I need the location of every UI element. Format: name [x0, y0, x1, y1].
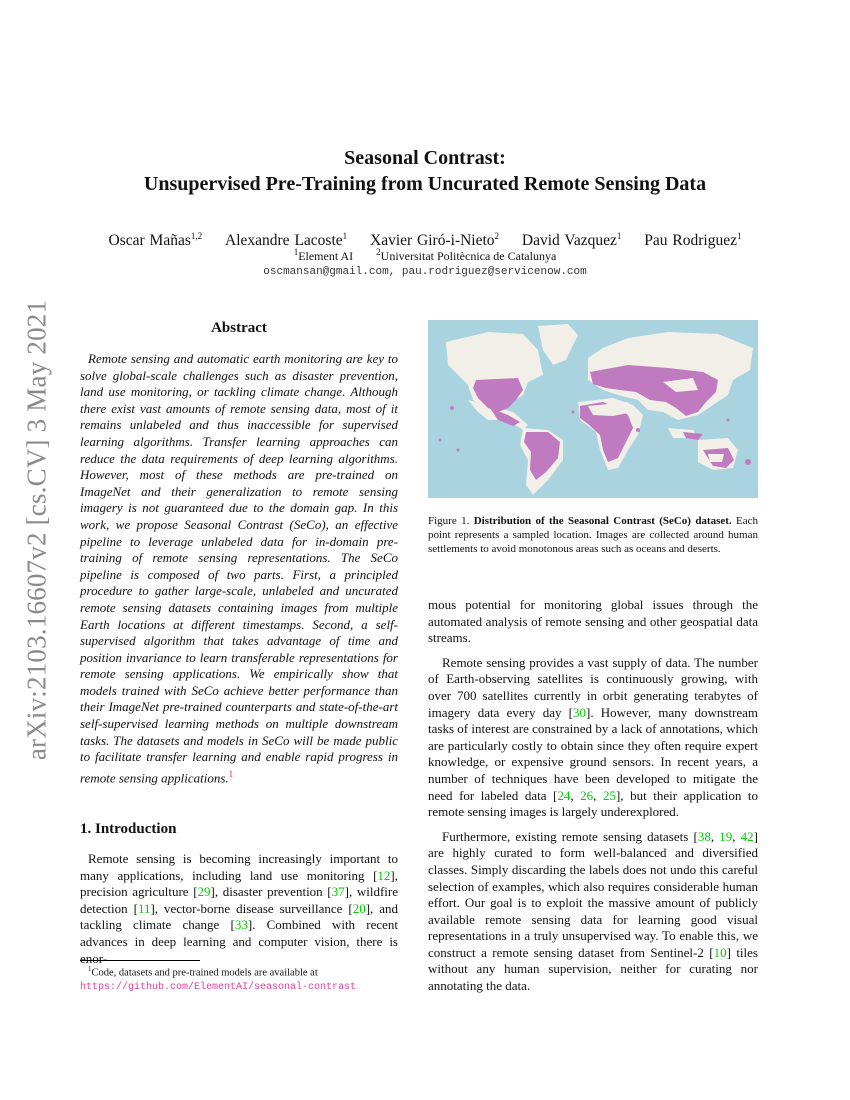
text-run: ] are highly curated to form well-balanced and diversified classes. Simply discarding the labels does not undo this careful selection of examples, which also requires considerable human effort. Our goal is to exploit the massive amount of publicly available remote sensing data for learning good visual representations in a truly unsupervised way. To enable this, we construct a remote sensing dataset from Sentinel-2 [ [428, 828, 758, 960]
affiliation-name: Element AI [298, 249, 354, 263]
text-run: ]. Combined with recent advances in deep learning and computer vision, there is enor- [80, 917, 398, 966]
title-line-2: Unsupervised Pre-Training from Uncurated Remote Sensing Data [143, 173, 707, 195]
figure-label: Figure 1. [428, 515, 470, 527]
figure-caption-text: Each point represents a sampled location. Images are collected around human settlements to avoid monotonous areas such as oceans and deserts. [428, 515, 759, 555]
code-repository-link[interactable]: https://github.com/ElementAI/seasonal-contrast [80, 981, 357, 993]
text-run: Furthermore, existing remote sensing datasets [ [442, 828, 698, 844]
figure-1-world-map [428, 320, 758, 498]
arxiv-identifier-stamp [12, 290, 62, 770]
author-emails: oscmansan@gmail.com, pau.rodriguez@servicenow.com [263, 266, 587, 278]
affiliation [294, 249, 353, 263]
footnote-number: 1 [88, 965, 92, 973]
author-affiliation-mark: 1 [342, 231, 348, 241]
affiliation [376, 249, 556, 263]
footnote [80, 963, 398, 994]
text-run: ], disaster prevention [ [210, 884, 332, 900]
author-affiliation-mark: 2 [494, 231, 500, 241]
author-name: Pau Rodriguez [644, 232, 737, 250]
author-affiliation-mark: 1 [616, 231, 622, 241]
author-name: Alexandre Lacoste [225, 232, 343, 250]
citation-link[interactable]: 30 [573, 704, 587, 720]
figure-1-caption [428, 514, 758, 556]
citation-link[interactable]: 24 [557, 787, 571, 803]
author-affiliation-mark: 1 [736, 231, 742, 241]
introduction-paragraph [80, 851, 398, 967]
paper-title [0, 145, 850, 197]
title-line-1: Seasonal Contrast: [344, 147, 506, 169]
citation-link[interactable]: 10 [713, 944, 727, 960]
figure-caption-title: Distribution of the Seasonal Contrast (SeCo) dataset. [473, 515, 732, 527]
citation-link[interactable]: 20 [352, 900, 366, 916]
citation-link[interactable]: 12 [377, 867, 391, 883]
text-run: ]. However, many downstream tasks of interest are constrained by a lack of annotations, which are particularly costly to obtain since they often require expert knowledge, or expensive ground sensors. In recent years, a number of techniques have been developed to mitigate the need for labeled data [ [428, 704, 758, 803]
world-map-image [428, 320, 758, 498]
abstract-text [80, 351, 398, 787]
citation-link[interactable]: 29 [197, 884, 211, 900]
text-run: ], but their application to remote sensing images is largely underexplored. [428, 787, 759, 820]
affiliation-list [0, 247, 850, 264]
footnote-link[interactable]: 1 [228, 768, 234, 779]
text-run: ], wildfire detection [ [80, 884, 398, 916]
text-run: , [710, 828, 720, 844]
text-run: , [593, 787, 603, 803]
affiliation-number: 1 [293, 247, 299, 257]
citation-link[interactable]: 42 [740, 828, 754, 844]
abstract-heading: Abstract [211, 320, 267, 336]
abstract-paragraph: Remote sensing and automatic earth monitoring are key to solve global-scale challenges such as disaster prevention, land use monitoring, or tackling climate change. Although there exist vast amounts of remote sensing data, most of it remains unlabeled and thus inaccessible for supervised learning algorithms. Transfer learning approaches can reduce the data requirements of deep learning algorithms. However, most of these methods are pre-trained on ImageNet and their generalization to remote sensing imagery is not guaranteed due to the domain gap. In this work, we propose Seasonal Contrast (SeCo), an effective pipeline to leverage unlabeled data for in-domain pre-training of remote sensing representations. The SeCo pipeline is composed of two parts. First, a principled procedure to gather large-scale, unlabeled and uncurated remote sensing datasets containing images from multiple Earth locations at different timestamps. Second, a self-supervised algorithm that takes advantage of time and position invariance to learn transferable representations for remote sensing applications. We empirically show that models trained with SeCo achieve better performance than their ImageNet pre-trained counterparts and state-of-the-art self-supervised learning methods on multiple downstream tasks. The datasets and models in SeCo will be made public to facilitate transfer learning and enable rapid progress in remote sensing applications. [80, 351, 398, 786]
footnote-text: Code, datasets and pre-trained models are available at [91, 967, 318, 979]
arxiv-identifier-text: arXiv:2103.16607v2 [cs.CV] 3 May 2021 [21, 299, 52, 761]
footnote-divider [80, 960, 200, 961]
author-name: Oscar Mañas [108, 232, 191, 250]
affiliation-name: Universitat Politècnica de Catalunya [380, 249, 557, 263]
author-affiliation-mark: 1,2 [190, 231, 203, 241]
text-run: , [570, 787, 581, 803]
text-run: ], precision agriculture [ [80, 867, 398, 900]
text-run: , [732, 828, 741, 844]
paragraph-continuation: mous potential for monitoring global issues through the automated analysis of remote sensing and other geospatial data streams. [428, 597, 758, 646]
author-name: Xavier Giró-i-Nieto [370, 232, 495, 250]
citation-link[interactable]: 38 [697, 828, 711, 844]
section-heading-introduction: 1. Introduction [80, 821, 177, 837]
citation-link[interactable]: 37 [331, 884, 345, 900]
text-run: Remote sensing is becoming increasingly important to many applications, including land use monitoring [ [80, 851, 398, 883]
citation-link[interactable]: 25 [602, 787, 616, 803]
author-name: David Vazquez [521, 232, 617, 250]
text-run: ], and tackling climate change [ [80, 900, 398, 933]
paragraph-satellite-data [428, 655, 758, 821]
right-column-body [428, 597, 758, 1003]
text-run: ] tiles without any human supervision, neither for curating nor annotating the data. [428, 944, 758, 994]
citation-link[interactable]: 11 [137, 900, 151, 916]
citation-link[interactable]: 19 [719, 828, 733, 844]
citation-link[interactable]: 33 [234, 917, 248, 933]
text-run: Remote sensing provides a vast supply of data. The number of Earth-observing satellites is continuously growing, with over 700 satellites currently in orbit generating terabytes of imagery data every day [ [428, 654, 758, 720]
text-run: ], vector-borne disease surveillance [ [150, 900, 353, 916]
paragraph-curated-datasets [428, 829, 758, 995]
citation-link[interactable]: 26 [580, 787, 594, 803]
affiliation-number: 2 [376, 247, 381, 257]
